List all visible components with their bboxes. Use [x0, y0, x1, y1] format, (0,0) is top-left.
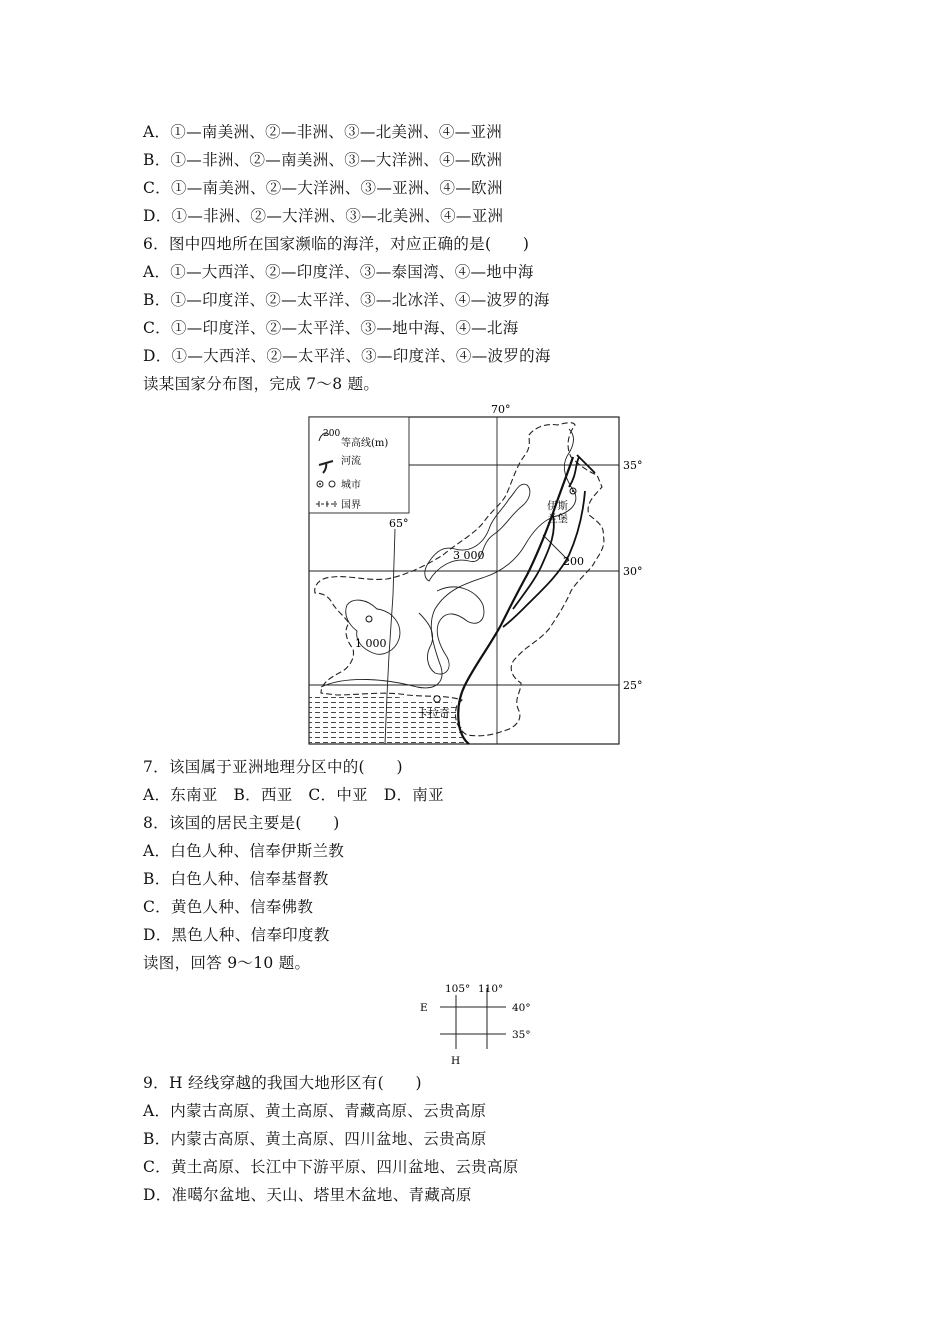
- q5-option-c: C．①—南美洲、②—大洋洲、③—亚洲、④—欧洲: [143, 179, 503, 197]
- lat-30-label: 30°: [623, 565, 643, 578]
- legend-river-label: 河流: [341, 456, 361, 467]
- q9-option-b: B．内蒙古高原、黄土高原、四川盆地、云贵高原: [143, 1130, 487, 1148]
- q5-option-a: A．①—南美洲、②—非洲、③—北美洲、④—亚洲: [143, 123, 503, 141]
- contour-1000-east: [419, 587, 484, 674]
- q8-option-b: B．白色人种、信奉基督教: [143, 870, 329, 888]
- q6-option-a: A．①—大西洋、②—印度洋、③—泰国湾、④—地中海: [143, 263, 534, 281]
- intro-7-8: 读某国家分布图，完成 7～8 题。: [143, 375, 380, 393]
- q7-options: A．东南亚 B．西亚 C．中亚 D．南亚: [143, 786, 444, 804]
- q9-option-a: A．内蒙古高原、黄土高原、青藏高原、云贵高原: [143, 1102, 487, 1120]
- legend-contour-label: 等高线(m): [341, 438, 389, 449]
- karachi-label: 卡拉奇: [417, 707, 450, 720]
- q8-option-c: C．黄色人种、信奉佛教: [143, 898, 314, 916]
- q5-option-b: B．①—非洲、②—南美洲、③—大洋洲、④—欧洲: [143, 151, 503, 169]
- q9-option-d: D．准噶尔盆地、天山、塔里木盆地、青藏高原: [143, 1186, 472, 1204]
- legend-city-label: 城市: [341, 480, 361, 491]
- q9-stem: 9．H 经线穿越的我国大地形区有( ): [143, 1074, 422, 1092]
- contour-3000-line: [425, 484, 530, 581]
- contour-3000-label: 3 000: [453, 549, 485, 562]
- q7-stem: 7．该国属于亚洲地理分区中的( ): [143, 758, 403, 776]
- q8-option-a: A．白色人种、信奉伊斯兰教: [143, 842, 345, 860]
- grid-lat-40-label: 40°: [512, 1002, 531, 1014]
- q6-option-d: D．①—大西洋、②—太平洋、③—印度洋、④—波罗的海: [143, 347, 551, 365]
- grid-label-e: E: [420, 1002, 428, 1014]
- legend-contour-value: 200: [323, 429, 341, 439]
- islamabad-label-2: 兰堡: [547, 513, 568, 525]
- q5-option-d: D．①—非洲、②—大洋洲、③—北美洲、④—亚洲: [143, 207, 504, 225]
- grid-label-h: H: [451, 1055, 461, 1067]
- legend-border-label: 国界: [341, 500, 361, 511]
- contour-200-label: 200: [563, 555, 584, 568]
- q8-option-d: D．黑色人种、信奉印度教: [143, 926, 330, 944]
- country-map: [307, 395, 647, 755]
- grid-lon-110-label: 110°: [478, 983, 504, 995]
- grid-lon-105-label: 105°: [445, 983, 471, 995]
- quetta-marker: [366, 616, 372, 622]
- latlong-grid: [420, 978, 550, 1068]
- q6-stem: 6．图中四地所在国家濒临的海洋，对应正确的是( ): [143, 235, 530, 253]
- lat-35-label: 35°: [623, 459, 643, 472]
- contour-1000-label: 1 000: [355, 637, 387, 650]
- karachi-marker: [434, 696, 440, 702]
- q6-option-c: C．①—印度洋、②—太平洋、③—地中海、④—北海: [143, 319, 519, 337]
- intro-9-10: 读图，回答 9～10 题。: [143, 954, 311, 972]
- lon-70-label: 70°: [491, 403, 511, 416]
- lat-25-label: 25°: [623, 679, 643, 692]
- grid-lat-35-label: 35°: [512, 1029, 531, 1041]
- q6-option-b: B．①—印度洋、②—太平洋、③—北冰洋、④—波罗的海: [143, 291, 550, 309]
- q8-stem: 8．该国的居民主要是( ): [143, 814, 340, 832]
- lon-65-label: 65°: [389, 517, 409, 530]
- q9-option-c: C．黄土高原、长江中下游平原、四川盆地、云贵高原: [143, 1158, 519, 1176]
- islamabad-label-1: 伊斯: [547, 500, 568, 512]
